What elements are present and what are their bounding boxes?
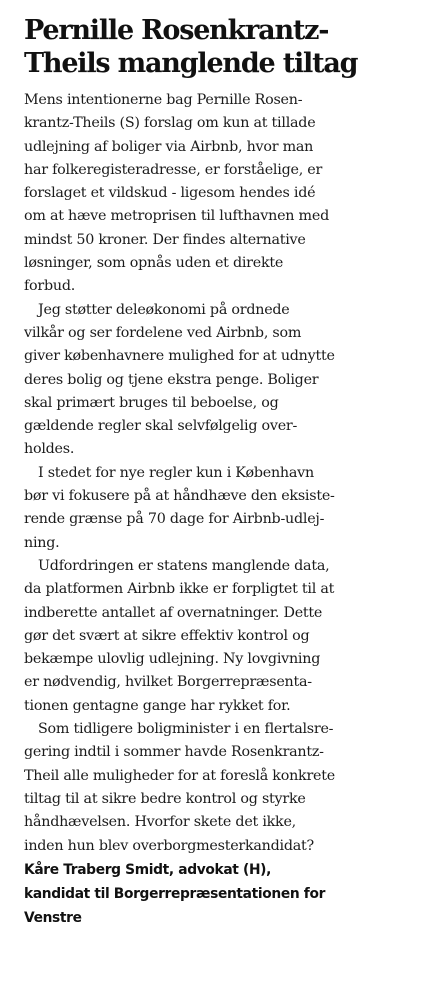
text-line: deres bolig og tjene ekstra penge. Boliger (24, 371, 319, 388)
text-line: Som tidligere boligminister i en flertalsre- (38, 721, 334, 738)
headline-line: Theils manglende tiltag (24, 48, 358, 79)
headline-line: Pernille Rosenkrantz- (24, 15, 329, 46)
paragraph-3 (24, 462, 410, 555)
text-line: håndhævelsen. Hvorfor skete det ikke, (24, 814, 296, 831)
text-line: ning. (24, 534, 60, 551)
text-line: holdes. (24, 441, 75, 458)
byline-line: Venstre (24, 909, 82, 926)
text-line: er nødvendig, hvilket Borgerrepræsenta- (24, 674, 312, 691)
text-line: Theil alle muligheder for at foreslå konkrete (24, 767, 335, 784)
text-line: giver københavnere mulighed for at udnytte (24, 348, 335, 365)
paragraph-2 (24, 299, 410, 462)
paragraph-4 (24, 555, 410, 718)
text-line: inden hun blev overborgmesterkandidat? (24, 837, 314, 854)
text-line: skal primært bruges til beboelse, og (24, 394, 279, 411)
text-line: bør vi fokusere på at håndhæve den eksiste- (24, 488, 335, 505)
text-line: forbud. (24, 278, 76, 295)
article-body (24, 89, 410, 858)
text-line: Jeg støtter deleøkonomi på ordnede (38, 301, 290, 318)
text-line: løsninger, som opnås uden et direkte (24, 255, 284, 272)
text-line: I stedet for nye regler kun i København (38, 464, 314, 481)
text-line: indberette antallet af overnatninger. Dette (24, 604, 323, 621)
paragraph-5 (24, 718, 410, 858)
text-line: har folkeregisteradresse, er forståelige, er (24, 161, 323, 178)
text-line: om at hæve metroprisen til lufthavnen med (24, 208, 329, 225)
text-line: tiltag til at sikre bedre kontrol og styrke (24, 790, 306, 807)
text-line: mindst 50 kroner. Der findes alternative (24, 231, 306, 248)
text-line: forslaget et vildskud - ligesom hendes idé (24, 185, 316, 202)
byline-line: kandidat til Borgerrepræsentationen for (24, 885, 326, 902)
text-line: vilkår og ser fordelene ved Airbnb, som (24, 324, 302, 341)
text-line: Mens intentionerne bag Pernille Rosen- (24, 92, 303, 108)
byline-line: Kåre Traberg Smidt, advokat (H), (24, 861, 271, 878)
text-line: rende grænse på 70 dage for Airbnb-udlej- (24, 511, 325, 528)
text-line: udlejning af boliger via Airbnb, hvor man (24, 138, 314, 155)
text-line: gør det svært at sikre effektiv kontrol og (24, 627, 310, 644)
text-line: gering indtil i sommer havde Rosenkrantz- (24, 744, 324, 761)
paragraph-1 (24, 89, 410, 299)
text-line: Udfordringen er statens manglende data, (38, 557, 330, 574)
text-line: gældende regler skal selvfølgelig over- (24, 418, 298, 435)
text-line: bekæmpe ulovlig udlejning. Ny lovgivning (24, 651, 321, 668)
headline (24, 14, 410, 80)
text-line: krantz-Theils (S) forslag om kun at tillade (24, 115, 316, 132)
author-byline (24, 858, 410, 930)
text-line: tionen gentagne gange har rykket for. (24, 697, 291, 714)
text-line: da platformen Airbnb ikke er forpligtet til at (24, 581, 335, 598)
